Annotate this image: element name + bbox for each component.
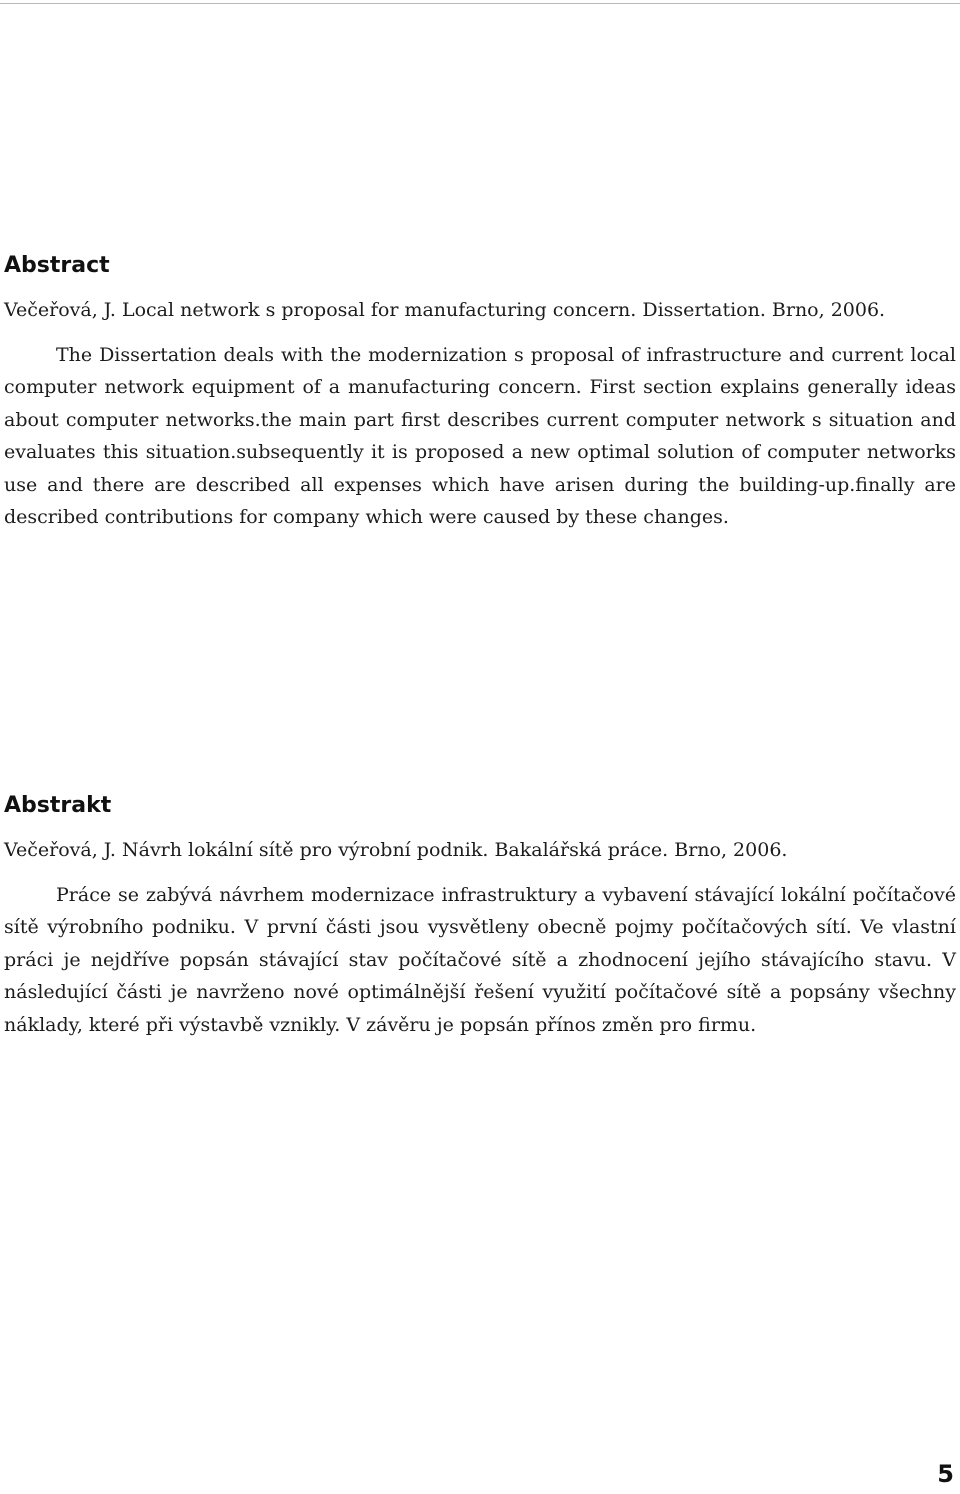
abstrakt-citation: Večeřová, J. Návrh lokální sítě pro výrobní podnik. Bakalářská práce. Brno, 2006.	[4, 839, 788, 861]
page-number: 5	[937, 1460, 954, 1488]
abstract-citation: Večeřová, J. Local network s proposal for manufacturing concern. Dissertation. Brno, 2006.	[4, 299, 886, 321]
abstrakt-heading: Abstrakt	[4, 793, 112, 818]
abstract-body: The Dissertation deals with the modernization s proposal of infrastructure and current local computer network equipment of a manufacturing concern. First section explains generally ideas about computer networks.the main part first describes current computer network s situation and evaluates this situation.subsequently it is proposed a new optimal solution of computer networks use and there are described all expenses which have arisen during the building-up.finally are described contributions for company which were caused by these changes.	[4, 343, 956, 528]
top-rule	[0, 3, 960, 4]
abstract-section	[4, 250, 956, 534]
abstract-heading: Abstract	[4, 253, 110, 278]
abstrakt-body: Práce se zabývá návrhem modernizace infrastruktury a vybavení stávající lokální počítačové sítě výrobního podniku. V první části jsou vysvětleny obecně pojmy počítačových sítí. Ve vlastní práci je nejdříve popsán stávající stav počítačové sítě a zhodnocení jejího stávajícího stavu. V následující části je navrženo nové optimálnější řešení využití počítačové sítě a popsány všechny náklady, které při výstavbě vznikly. V závěru je popsán přínos změn pro firmu.	[4, 883, 956, 1036]
abstrakt-section	[4, 790, 956, 1041]
